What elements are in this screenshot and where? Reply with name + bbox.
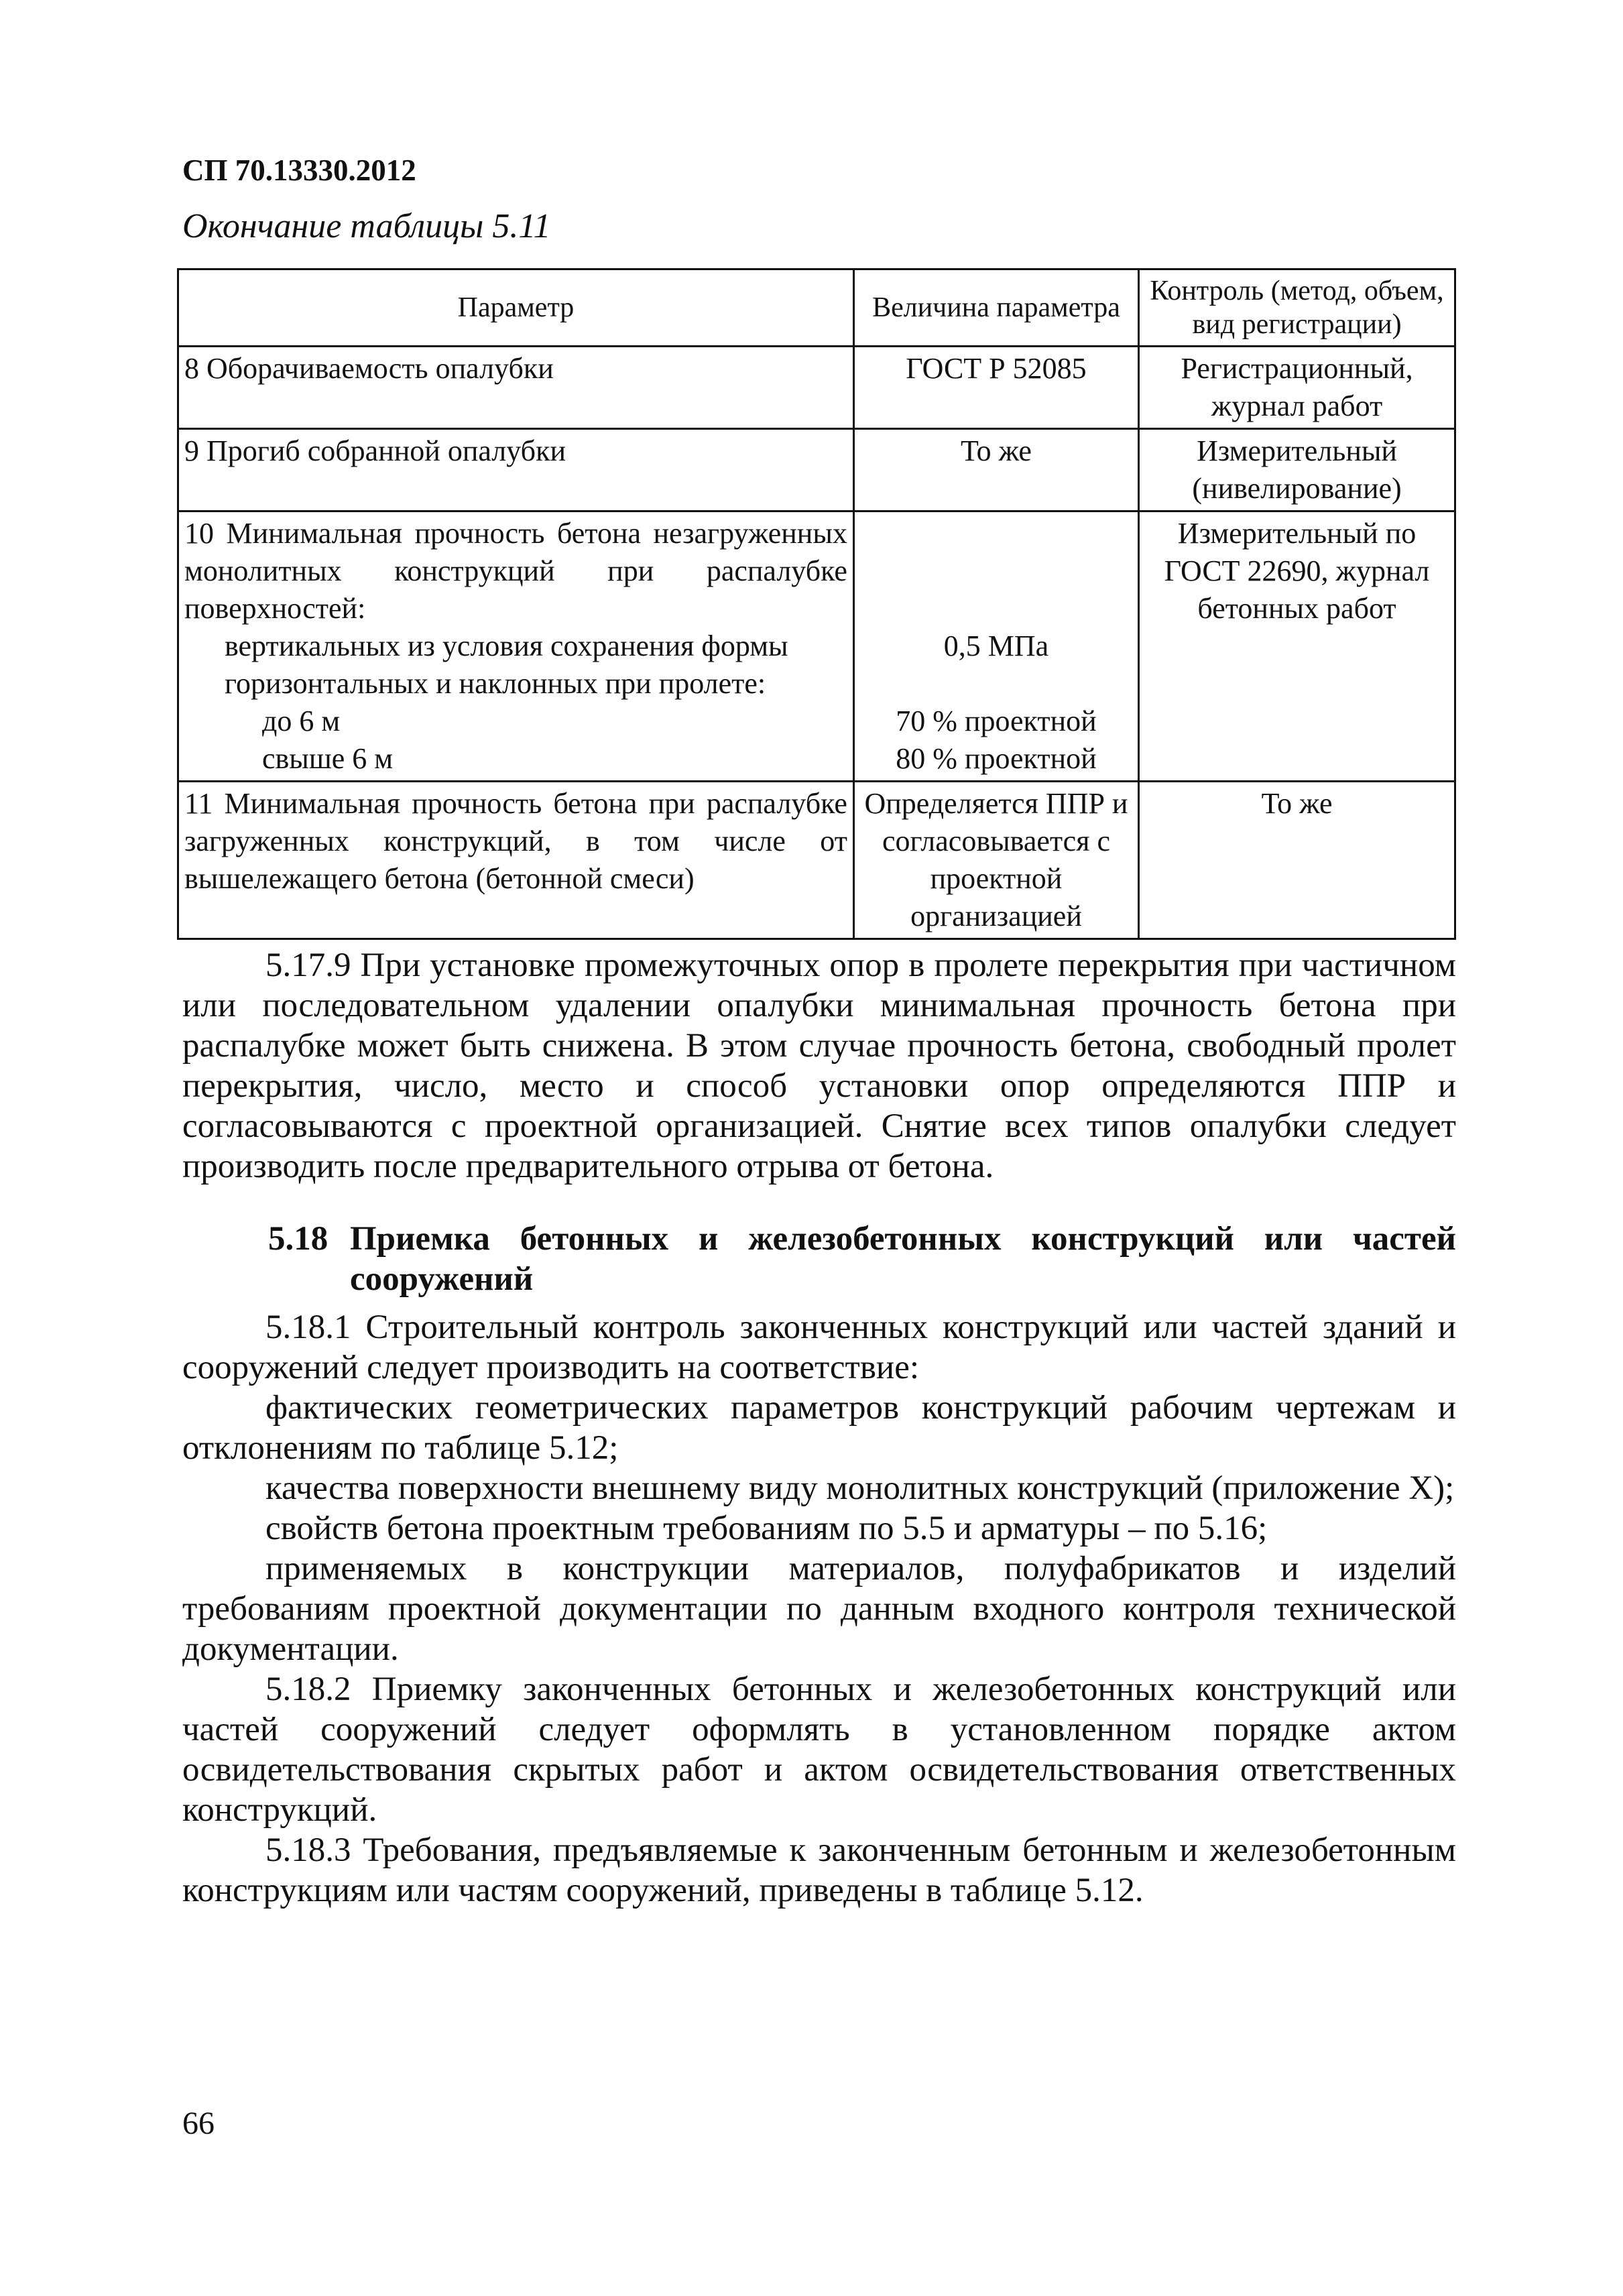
row11-control: То же bbox=[1139, 782, 1455, 939]
paragraph-5-17-9: 5.17.9 При установке промежуточных опор в пролете перекрытия при частичном или последовательном удалении опалубки минимальная прочность бетона при распалубке может быть снижена. В этом случае прочность бетона, свободный пролет перекрытия, число, место и способ установки опор определяются ППР и согласовываются с проектной организацией. Снятие всех типов опалубки следует производить после предварительного отрыва от бетона. bbox=[182, 947, 1456, 1185]
paragraph-5-18-1: 5.18.1 Строительный контроль законченных конструкций или частей зданий и сооружений следует производить на соответствие: bbox=[182, 1309, 1456, 1386]
row10-value-cell bbox=[853, 511, 1138, 782]
heading-number: 5.18 bbox=[268, 1220, 328, 1258]
row8-control: Регистрационный, журнал работ bbox=[1139, 347, 1455, 429]
paragraph-5-18-2: 5.18.2 Приемку законченных бетонных и железобетонных конструкций или частей сооружений следует оформлять в установленном порядке актом освидетельствования скрытых работ и актом освидетельствования ответственных конструкций. bbox=[182, 1671, 1456, 1829]
table-continuation-title: Окончание таблицы 5.11 bbox=[182, 207, 551, 245]
table-row bbox=[178, 429, 1455, 511]
parameters-table bbox=[177, 268, 1456, 940]
row10-value-vertical: 0,5 МПа bbox=[943, 629, 1049, 662]
page-number: 66 bbox=[182, 2106, 215, 2141]
table-row bbox=[178, 511, 1455, 782]
header-value: Величина параметра bbox=[853, 269, 1138, 347]
row11-param: 11 Минимальная прочность бетона при распалубке загруженных конструкций, в том числе от вышележащего бетона (бетонной смеси) bbox=[178, 782, 854, 939]
document-code: СП 70.13330.2012 bbox=[182, 154, 416, 187]
section-5-18-body bbox=[182, 1307, 1456, 1911]
table-row bbox=[178, 347, 1455, 429]
table-header-row bbox=[178, 269, 1455, 347]
row10-sub-horizontal: горизонтальных и наклонных при пролете: bbox=[225, 667, 766, 700]
row10-param-cell bbox=[178, 511, 854, 782]
paragraph-5-18-3: 5.18.3 Требования, предъявляемые к законченным бетонным и железобетонным конструкциям или частям сооружений, приведены в таблице 5.12. bbox=[182, 1831, 1456, 1909]
row10-param: 10 Минимальная прочность бетона незагруженных монолитных конструкций при распалубке поверхностей: bbox=[184, 517, 847, 625]
list-item: свойств бетона проектным требованиям по 5.5 и арматуры – по 5.16; bbox=[265, 1510, 1268, 1547]
row10-value-over6: 80 % проектной bbox=[896, 742, 1097, 775]
heading-text: Приемка бетонных и железобетонных конструкций или частей сооружений bbox=[350, 1220, 1456, 1298]
table-row bbox=[178, 782, 1455, 939]
row10-sub-upto6: до 6 м bbox=[262, 705, 341, 737]
header-control: Контроль (метод, объем, вид регистрации) bbox=[1139, 269, 1455, 347]
list-item: применяемых в конструкции материалов, полуфабрикатов и изделий требованиям проектной документации по данным входного контроля технической документации. bbox=[182, 1550, 1456, 1668]
row10-value-upto6: 70 % проектной bbox=[896, 705, 1097, 737]
header-parameter: Параметр bbox=[178, 269, 854, 347]
row9-value: То же bbox=[853, 429, 1138, 511]
row10-sub-over6: свыше 6 м bbox=[262, 742, 394, 775]
row11-value: Определяется ППР и согласовывается с проектной организацией bbox=[853, 782, 1138, 939]
row9-control: Измерительный (нивелирование) bbox=[1139, 429, 1455, 511]
list-item: качества поверхности внешнему виду монолитных конструкций (приложение X); bbox=[265, 1469, 1455, 1507]
section-heading-5-18 bbox=[268, 1219, 1456, 1299]
row10-sub-vertical: вертикальных из условия сохранения формы bbox=[225, 629, 788, 662]
row8-param: 8 Оборачиваемость опалубки bbox=[178, 347, 854, 429]
row9-param: 9 Прогиб собранной опалубки bbox=[178, 429, 854, 511]
row8-value: ГОСТ Р 52085 bbox=[853, 347, 1138, 429]
list-item: фактических геометрических параметров конструкций рабочим чертежам и отклонениям по таблице 5.12; bbox=[182, 1389, 1456, 1467]
row10-control: Измерительный по ГОСТ 22690, журнал бетонных работ bbox=[1139, 511, 1455, 782]
paragraph-5-17-9-block bbox=[182, 945, 1456, 1187]
